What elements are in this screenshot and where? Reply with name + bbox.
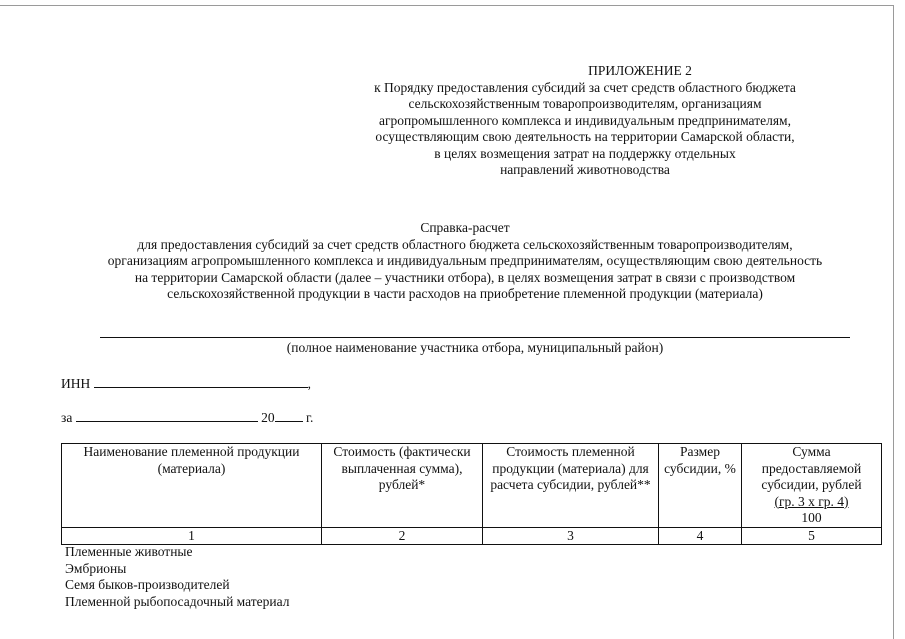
header-product-name: Наименование племенной продукции (материала): [62, 444, 322, 528]
row-label: Семя быков-производителей: [65, 577, 230, 592]
document-subtitle-line: организациям агропромышленного комплекса и индивидуальным предпринимателям, осуществляющим свою деятельность: [107, 253, 823, 268]
appendix-line: агропромышленного комплекса и индивидуальным предпринимателям,: [379, 112, 791, 128]
inn-input[interactable]: [94, 374, 308, 388]
appendix-line: к Порядку предоставления субсидий за счет средств областного бюджета: [374, 79, 796, 95]
header-subsidy-sum-text: Сумма предоставляемой субсидии, рублей: [761, 444, 862, 492]
header-formula: (гр. 3 х гр. 4): [774, 493, 849, 509]
calculation-table: [61, 443, 882, 545]
year-input[interactable]: [275, 408, 303, 422]
row-label: Племенной рыбопосадочный материал: [65, 593, 290, 609]
row-label: Племенные животные: [65, 544, 193, 559]
column-number: 5: [742, 527, 882, 544]
appendix-line: в целях возмещения затрат на поддержку отдельных: [434, 145, 736, 161]
period-field: [61, 408, 313, 427]
header-subsidy-sum: [742, 444, 882, 528]
appendix-line: осуществляющим свою деятельность на территории Самарской области,: [375, 129, 795, 144]
column-number: 2: [322, 527, 483, 544]
appendix-line: направлений животноводства: [500, 162, 670, 177]
inn-suffix: ,: [307, 376, 311, 391]
appendix-line: сельскохозяйственным товаропроизводителям, организациям: [408, 96, 762, 111]
appendix-block: [330, 63, 840, 179]
header-actual-cost: Стоимость (фактически выплаченная сумма), рублей*: [322, 444, 483, 528]
document-title: Справка-расчет: [420, 220, 510, 235]
document-subtitle-line: на территории Самарской области (далее – участники отбора), в целях возмещения затрат в связи с производством: [134, 269, 796, 285]
document-subtitle-line: для предоставления субсидий за счет средств областного бюджета сельскохозяйственным товаропроизводителям,: [137, 236, 793, 252]
document-subtitle-line: сельскохозяйственной продукции в части расходов на приобретение племенной продукции (материала): [167, 286, 763, 301]
row-label: Эмбрионы: [65, 560, 127, 576]
inn-field: [61, 374, 311, 393]
document-heading: [40, 220, 890, 303]
page-frame-top: [0, 5, 893, 6]
appendix-title: ПРИЛОЖЕНИЕ 2: [588, 63, 692, 78]
header-divisor: 100: [801, 510, 822, 525]
period-input[interactable]: [76, 408, 258, 422]
header-subsidy-rate: Размер субсидии, %: [659, 444, 742, 528]
year-prefix: 20: [261, 410, 275, 425]
column-number: 3: [483, 527, 659, 544]
year-suffix: г.: [305, 410, 314, 425]
participant-caption: (полное наименование участника отбора, муниципальный район): [286, 340, 664, 355]
column-number: 4: [659, 527, 742, 544]
column-number: 1: [62, 527, 322, 544]
product-rows: [65, 544, 289, 610]
column-numbers-row: [62, 527, 882, 544]
header-calc-cost: Стоимость племенной продукции (материала) для расчета субсидии, рублей**: [483, 444, 659, 528]
inn-label: ИНН: [61, 376, 91, 391]
period-prefix: за: [61, 410, 73, 425]
page-frame-right: [893, 5, 894, 639]
participant-name-line[interactable]: [100, 337, 850, 338]
